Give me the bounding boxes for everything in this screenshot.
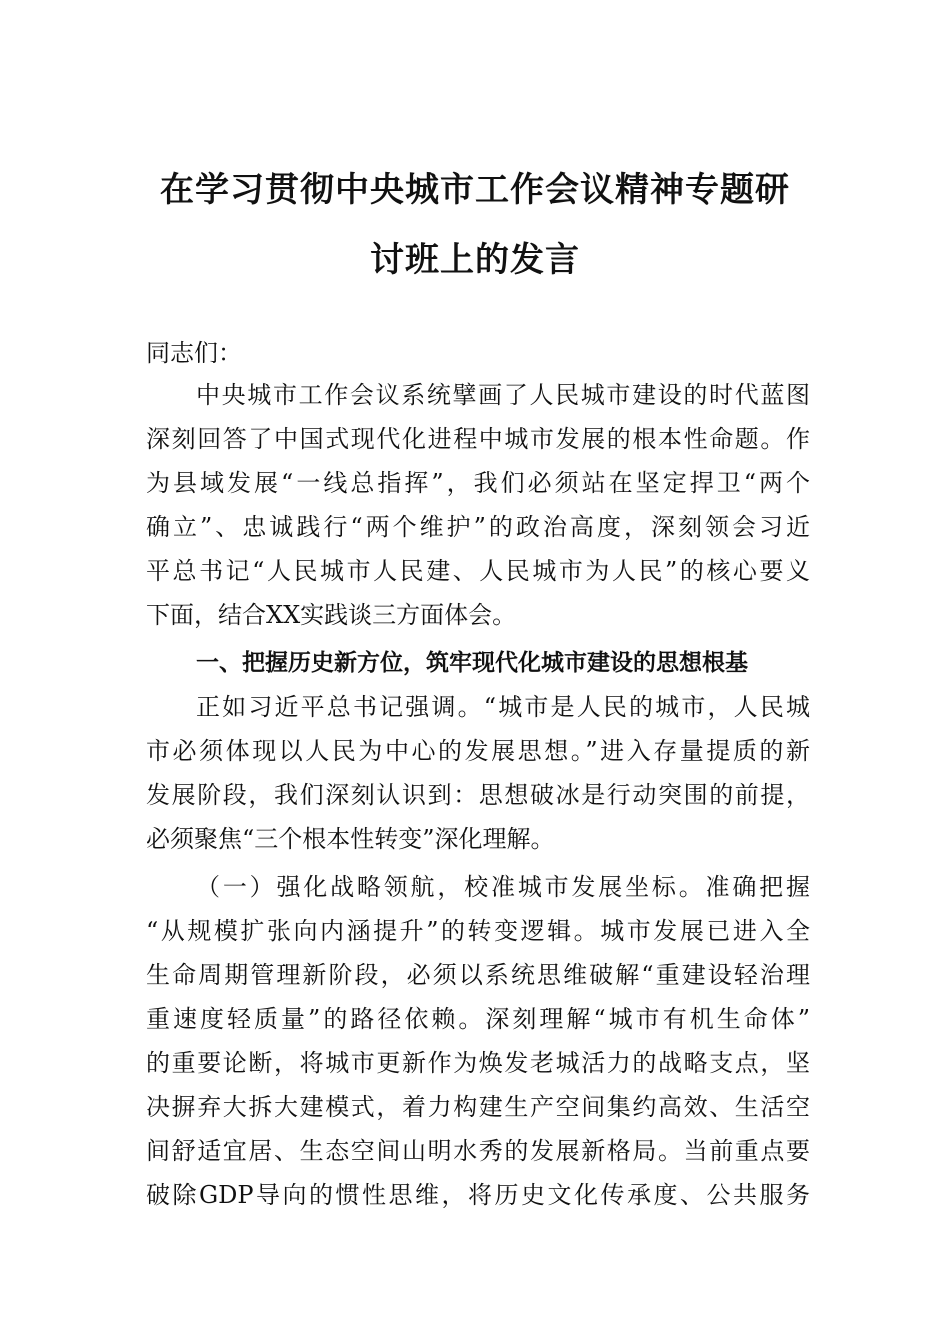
paragraph-3-line: “从规模扩张向内涵提升”的转变逻辑。城市发展已进入全 <box>146 917 810 945</box>
paragraph-3-line: 间舒适宜居、生态空间山明水秀的发展新格局。当前重点要 <box>146 1137 810 1165</box>
paragraph-2-line: 发展阶段，我们深刻认识到：思想破冰是行动突围的前提， <box>146 781 810 809</box>
paragraph-2-line: 必须聚焦“三个根本性转变”深化理解。 <box>146 825 555 853</box>
paragraph-1-line: 平总书记“人民城市人民建、人民城市为人民”的核心要义 <box>146 557 810 585</box>
paragraph-3-line: 决摒弃大拆大建模式，着力构建生产空间集约高效、生活空 <box>146 1093 810 1121</box>
salutation: 同志们： <box>146 339 242 367</box>
paragraph-3-line: 重速度轻质量”的路径依赖。深刻理解“城市有机生命体” <box>146 1005 810 1033</box>
paragraph-1-line: 深刻回答了中国式现代化进程中城市发展的根本性命题。作 <box>146 425 810 453</box>
paragraph-1-line: 中央城市工作会议系统擘画了人民城市建设的时代蓝图 <box>196 381 810 409</box>
paragraph-3-line: 生命周期管理新阶段，必须以系统思维破解“重建设轻治理 <box>146 961 810 989</box>
paragraph-3-line: 破除GDP导向的惯性思维，将历史文化传承度、公共服务 <box>146 1181 810 1209</box>
paragraph-3-line: （一）强化战略领航，校准城市发展坐标。准确把握 <box>196 873 810 901</box>
paragraph-1-line: 下面，结合XX实践谈三方面体会。 <box>146 601 517 629</box>
paragraph-1-line: 为县域发展“一线总指挥”，我们必须站在坚定捍卫“两个 <box>146 469 810 497</box>
paragraph-1-line: 确立”、忠诚践行“两个维护”的政治高度，深刻领会习近 <box>146 513 810 541</box>
paragraph-2-line: 正如习近平总书记强调。“城市是人民的城市，人民城 <box>196 693 810 721</box>
document-title-line-2: 讨班上的发言 <box>370 240 580 280</box>
section-heading-1: 一、把握历史新方位，筑牢现代化城市建设的思想根基 <box>196 650 748 676</box>
document-title-line-1: 在学习贯彻中央城市工作会议精神专题研 <box>160 170 790 210</box>
paragraph-2-line: 市必须体现以人民为中心的发展思想。”进入存量提质的新 <box>146 737 810 765</box>
paragraph-3-line: 的重要论断，将城市更新作为焕发老城活力的战略支点，坚 <box>146 1049 810 1077</box>
